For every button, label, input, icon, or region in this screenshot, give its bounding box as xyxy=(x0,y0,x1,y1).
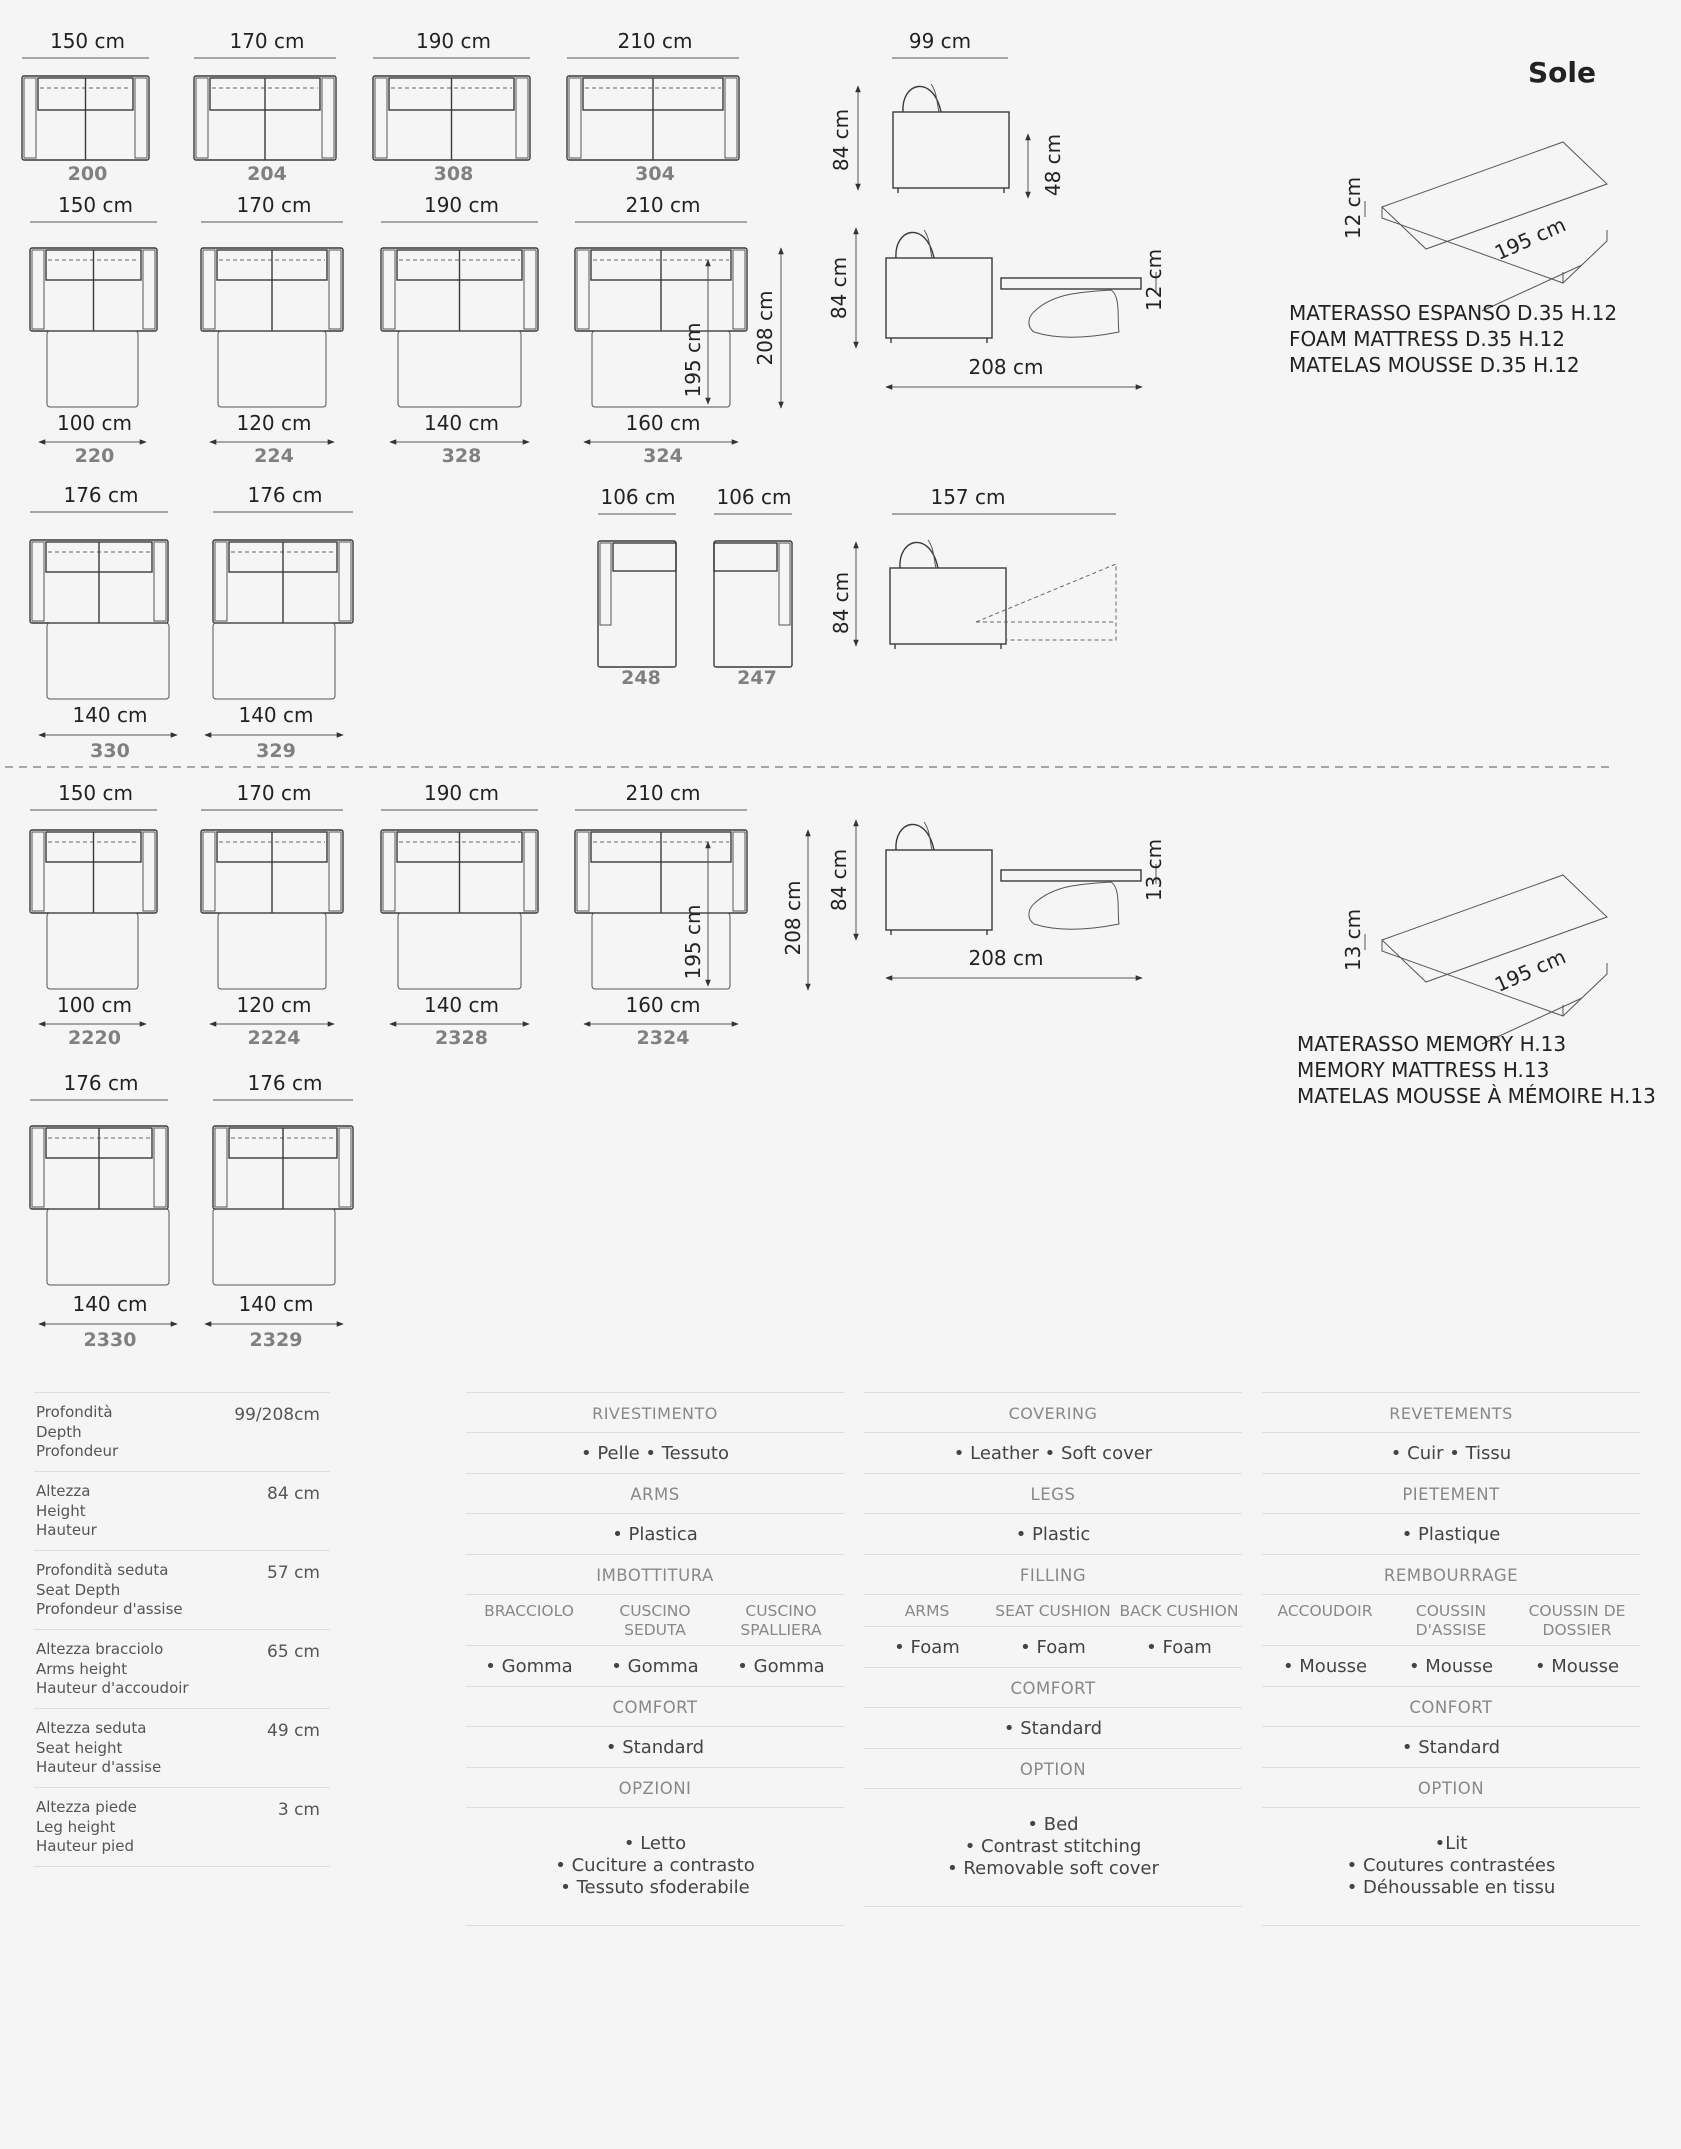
armrest xyxy=(32,1128,44,1207)
width-label: 176 cm xyxy=(247,483,323,507)
model-code: 328 xyxy=(441,445,482,467)
mattress-1-line: MATELAS MOUSSE D.35 H.12 xyxy=(1289,353,1580,377)
side-view xyxy=(890,568,1006,644)
spec-label: Profondità xyxy=(36,1403,113,1421)
mattress-top xyxy=(1382,875,1607,982)
depth-label: 99 cm xyxy=(908,29,972,53)
materials-column xyxy=(466,1392,844,1926)
width-label: 190 cm xyxy=(415,29,492,53)
armrest xyxy=(322,78,334,158)
spec-value: 65 cm xyxy=(267,1642,320,1662)
filling-values xyxy=(466,1645,844,1686)
comfort-heading: CONFORT xyxy=(1262,1686,1640,1726)
armrest xyxy=(203,250,215,329)
model-code: 329 xyxy=(256,740,296,762)
mattress-height-label: 12 cm xyxy=(1341,176,1365,240)
armrest xyxy=(203,832,215,911)
mattress-2-line: MATELAS MOUSSE À MÉMOIRE H.13 xyxy=(1297,1084,1656,1108)
bed-mechanism xyxy=(1029,882,1119,929)
armrest xyxy=(569,78,581,158)
headrest-seam xyxy=(928,540,936,568)
armrest xyxy=(196,78,208,158)
armrest xyxy=(577,832,589,911)
filling-value: • Foam xyxy=(1020,1637,1086,1658)
armrest xyxy=(779,543,790,625)
headrest-seam xyxy=(924,230,932,258)
armrest xyxy=(577,250,589,329)
filling-subhead: ARMS xyxy=(904,1602,950,1620)
bed-outline xyxy=(218,913,326,989)
spec-row xyxy=(34,1392,330,1471)
spec-label: Hauteur xyxy=(36,1521,97,1539)
height-label: 84 cm xyxy=(829,108,853,172)
armrest xyxy=(339,1128,351,1207)
legs-value: • Plastica xyxy=(466,1513,844,1554)
option-heading: OPTION xyxy=(864,1748,1242,1788)
bed-width-label: 140 cm xyxy=(72,1292,148,1316)
armrest xyxy=(143,832,155,911)
mattress-length-label: 195 cm xyxy=(1491,212,1570,265)
option-item: • Tessuto sfoderabile xyxy=(560,1877,750,1898)
spec-row xyxy=(34,1471,330,1550)
model-code: 324 xyxy=(643,445,683,467)
bed-width-label: 140 cm xyxy=(423,411,500,435)
bed-width-label: 160 cm xyxy=(625,411,701,435)
backrest xyxy=(714,543,777,571)
width-label: 150 cm xyxy=(57,193,134,217)
filling-subhead: COUSSIN DE DOSSIER xyxy=(1528,1602,1626,1639)
armrest xyxy=(215,542,227,621)
width-label: 106 cm xyxy=(716,485,792,509)
covering-value: • Pelle • Tessuto xyxy=(466,1432,844,1473)
filling-subhead: CUSCINO SPALLIERA xyxy=(740,1602,822,1639)
mattress-1-line: FOAM MATTRESS D.35 H.12 xyxy=(1289,327,1565,351)
side-view xyxy=(886,850,992,930)
filling-subheads xyxy=(1262,1594,1640,1645)
width-label: 106 cm xyxy=(600,485,676,509)
armrest xyxy=(143,250,155,329)
spec-label: Profondeur d'assise xyxy=(36,1600,183,1618)
options-list xyxy=(864,1788,1242,1907)
comfort-heading: COMFORT xyxy=(466,1686,844,1726)
armrest xyxy=(383,250,395,329)
covering-value: • Leather • Soft cover xyxy=(864,1432,1242,1473)
bed-outline xyxy=(398,913,521,989)
armrest xyxy=(725,78,737,158)
armrest xyxy=(516,78,528,158)
comfort-value: • Standard xyxy=(864,1707,1242,1748)
spec-label: Hauteur pied xyxy=(36,1837,134,1855)
filling-subheads xyxy=(466,1594,844,1645)
armrest xyxy=(135,78,147,158)
option-heading: OPZIONI xyxy=(466,1767,844,1807)
bed-outline xyxy=(47,1209,169,1285)
filling-subhead: SEAT CUSHION xyxy=(995,1602,1111,1620)
mattress-2-line: MATERASSO MEMORY H.13 xyxy=(1297,1032,1567,1056)
bed-width-label: 120 cm xyxy=(236,993,312,1017)
side-view xyxy=(886,258,992,338)
legs-heading: LEGS xyxy=(864,1473,1242,1513)
armrest xyxy=(329,250,341,329)
chaise-extension xyxy=(976,564,1116,640)
width-label: 190 cm xyxy=(423,781,500,805)
legs-value: • Plastic xyxy=(864,1513,1242,1554)
armrest xyxy=(524,250,536,329)
filling-subheads xyxy=(864,1594,1242,1626)
spec-value: 3 cm xyxy=(277,1800,320,1820)
mattress-top xyxy=(1382,142,1607,249)
model-code: 308 xyxy=(433,163,474,185)
filling-value: • Foam xyxy=(894,1637,960,1658)
option-item: • Letto xyxy=(623,1833,687,1854)
width-label: 210 cm xyxy=(625,781,701,805)
spec-value: 57 cm xyxy=(267,1563,320,1583)
mattress-1-caption xyxy=(1289,300,1617,378)
bed-outline xyxy=(218,331,326,407)
covering-heading: COVERING xyxy=(864,1392,1242,1432)
model-code: 2224 xyxy=(247,1027,301,1049)
open-depth-label: 208 cm xyxy=(753,290,777,366)
armrest xyxy=(339,542,351,621)
filling-subhead: COUSSIN D'ASSISE xyxy=(1415,1602,1487,1639)
bed-outline xyxy=(47,623,169,699)
headrest xyxy=(896,824,934,850)
bed-outline xyxy=(47,331,138,407)
model-code: 2328 xyxy=(435,1027,488,1049)
bed-outline xyxy=(47,913,138,989)
comfort-heading: COMFORT xyxy=(864,1667,1242,1707)
option-item: • Bed xyxy=(1027,1814,1079,1835)
options-list xyxy=(466,1807,844,1926)
spec-label: Hauteur d'assise xyxy=(36,1758,162,1776)
headrest xyxy=(896,232,934,258)
model-code: 2324 xyxy=(636,1027,690,1049)
armrest xyxy=(32,542,44,621)
armrest xyxy=(383,832,395,911)
option-item: • Coutures contrastées xyxy=(1346,1855,1556,1876)
spec-value: 99/208cm xyxy=(234,1405,320,1425)
model-code: 2220 xyxy=(68,1027,121,1049)
spec-label: Seat Depth xyxy=(36,1580,121,1599)
covering-heading: RIVESTIMENTO xyxy=(466,1392,844,1432)
option-heading: OPTION xyxy=(1262,1767,1640,1807)
width-label: 170 cm xyxy=(229,29,305,53)
filling-value: • Gomma xyxy=(611,1656,699,1677)
spec-row xyxy=(34,1629,330,1708)
width-label: 176 cm xyxy=(247,1071,323,1095)
model-code: 224 xyxy=(254,445,294,467)
filling-value: • Foam xyxy=(1146,1637,1212,1658)
legs-heading: ARMS xyxy=(466,1473,844,1513)
open-length-label: 208 cm xyxy=(968,946,1044,970)
armrest xyxy=(733,250,745,329)
depth-label: 157 cm xyxy=(930,485,1006,509)
mattress-thickness-label: 13 cm xyxy=(1142,838,1166,902)
armrest xyxy=(600,543,611,625)
option-item: •Lit xyxy=(1434,1833,1468,1854)
chaise-outline xyxy=(714,541,792,667)
bed-outline xyxy=(398,331,521,407)
bed-width-label: 120 cm xyxy=(236,411,312,435)
width-label: 210 cm xyxy=(625,193,701,217)
armrest xyxy=(24,78,36,158)
brand-title: Sole xyxy=(1528,56,1596,89)
option-item: • Removable soft cover xyxy=(947,1858,1159,1879)
armrest xyxy=(32,250,44,329)
bed-width-label: 140 cm xyxy=(238,1292,314,1316)
mattress-2-line: MEMORY MATTRESS H.13 xyxy=(1297,1058,1550,1082)
side-view xyxy=(893,112,1009,188)
spec-label: Altezza piede xyxy=(36,1798,137,1816)
materials-column xyxy=(1262,1392,1640,1926)
spec-label: Depth xyxy=(36,1422,82,1441)
open-depth-label: 208 cm xyxy=(781,880,805,956)
spec-label: Profondeur xyxy=(36,1442,119,1460)
filling-value: • Mousse xyxy=(1534,1656,1620,1677)
chaise-outline xyxy=(598,541,676,667)
bed-width-label: 100 cm xyxy=(56,411,133,435)
mattress-2-caption xyxy=(1297,1031,1656,1109)
filling-subhead: ACCOUDOIR xyxy=(1277,1602,1373,1620)
armrest xyxy=(375,78,387,158)
width-label: 176 cm xyxy=(63,1071,139,1095)
filling-heading: FILLING xyxy=(864,1554,1242,1594)
width-label: 170 cm xyxy=(236,781,312,805)
headrest-seam xyxy=(924,822,932,850)
spec-label: Profondità seduta xyxy=(36,1561,169,1579)
backrest xyxy=(613,543,676,571)
bed-width-label: 140 cm xyxy=(72,703,148,727)
filling-values xyxy=(864,1626,1242,1667)
armrest xyxy=(154,1128,166,1207)
spec-label: Height xyxy=(36,1501,86,1520)
filling-values xyxy=(1262,1645,1640,1686)
filling-value: • Gomma xyxy=(737,1656,825,1677)
width-label: 176 cm xyxy=(63,483,139,507)
width-label: 150 cm xyxy=(57,781,134,805)
bed-frame xyxy=(1001,278,1141,289)
height-label: 84 cm xyxy=(829,571,853,635)
bed-outline xyxy=(592,913,730,989)
width-label: 150 cm xyxy=(49,29,126,53)
armrest xyxy=(32,832,44,911)
model-code: 247 xyxy=(737,667,777,689)
spec-label: Hauteur d'accoudoir xyxy=(36,1679,189,1697)
bed-mechanism xyxy=(1029,290,1119,337)
height-label: 84 cm xyxy=(827,256,851,320)
spec-label: Altezza xyxy=(36,1482,91,1500)
filling-heading: REMBOURRAGE xyxy=(1262,1554,1640,1594)
filling-subhead: CUSCINO SEDUTA xyxy=(619,1602,691,1639)
armrest xyxy=(524,832,536,911)
headrest-seam xyxy=(931,84,939,112)
spec-value: 49 cm xyxy=(267,1721,320,1741)
mattress-thickness-label: 12 cm xyxy=(1142,248,1166,312)
option-item: • Déhoussable en tissu xyxy=(1346,1877,1556,1898)
filling-value: • Mousse xyxy=(1408,1656,1494,1677)
seat-height-label: 48 cm xyxy=(1041,133,1065,197)
bed-width-label: 140 cm xyxy=(423,993,500,1017)
bed-outline xyxy=(213,623,335,699)
comfort-value: • Standard xyxy=(466,1726,844,1767)
covering-value: • Cuir • Tissu xyxy=(1262,1432,1640,1473)
model-code: 204 xyxy=(247,163,287,185)
bed-length-label: 195 cm xyxy=(681,322,705,398)
bed-frame xyxy=(1001,870,1141,881)
bed-length-label: 195 cm xyxy=(681,904,705,980)
height-label: 84 cm xyxy=(827,848,851,912)
width-label: 170 cm xyxy=(236,193,312,217)
width-label: 210 cm xyxy=(617,29,693,53)
spec-value: 84 cm xyxy=(267,1484,320,1504)
filling-value: • Mousse xyxy=(1282,1656,1368,1677)
headrest xyxy=(900,542,938,568)
spec-row xyxy=(34,1550,330,1629)
dimensions-table xyxy=(34,1392,330,1867)
armrest xyxy=(733,832,745,911)
legs-value: • Plastique xyxy=(1262,1513,1640,1554)
filling-subhead: BACK CUSHION xyxy=(1119,1602,1239,1620)
spec-label: Altezza bracciolo xyxy=(36,1640,164,1658)
spec-label: Arms height xyxy=(36,1659,128,1678)
headrest xyxy=(903,86,941,112)
model-code: 2329 xyxy=(249,1329,303,1351)
mattress-length-label: 195 cm xyxy=(1491,944,1570,997)
spec-label: Leg height xyxy=(36,1817,116,1836)
bed-width-label: 160 cm xyxy=(625,993,701,1017)
width-label: 190 cm xyxy=(423,193,500,217)
filling-value: • Gomma xyxy=(485,1656,573,1677)
model-code: 304 xyxy=(635,163,675,185)
materials-column xyxy=(864,1392,1242,1907)
open-length-label: 208 cm xyxy=(968,355,1044,379)
options-list xyxy=(1262,1807,1640,1926)
legs-heading: PIETEMENT xyxy=(1262,1473,1640,1513)
spec-label: Altezza seduta xyxy=(36,1719,147,1737)
armrest xyxy=(215,1128,227,1207)
model-code: 220 xyxy=(74,445,115,467)
armrest xyxy=(329,832,341,911)
model-code: 2330 xyxy=(83,1329,137,1351)
filling-subhead: BRACCIOLO xyxy=(484,1602,574,1620)
model-code: 200 xyxy=(67,163,108,185)
filling-heading: IMBOTTITURA xyxy=(466,1554,844,1594)
bed-outline xyxy=(592,331,730,407)
bed-width-label: 100 cm xyxy=(56,993,133,1017)
bed-width-label: 140 cm xyxy=(238,703,314,727)
bed-outline xyxy=(213,1209,335,1285)
option-item: • Cuciture a contrasto xyxy=(555,1855,755,1876)
model-code: 248 xyxy=(621,667,661,689)
model-code: 330 xyxy=(90,740,130,762)
covering-heading: REVETEMENTS xyxy=(1262,1392,1640,1432)
mattress-height-label: 13 cm xyxy=(1341,908,1365,972)
option-item: • Contrast stitching xyxy=(964,1836,1142,1857)
spec-row xyxy=(34,1708,330,1787)
mattress-1-line: MATERASSO ESPANSO D.35 H.12 xyxy=(1289,301,1618,325)
spec-row xyxy=(34,1787,330,1867)
armrest xyxy=(154,542,166,621)
spec-label: Seat height xyxy=(36,1738,123,1757)
comfort-value: • Standard xyxy=(1262,1726,1640,1767)
